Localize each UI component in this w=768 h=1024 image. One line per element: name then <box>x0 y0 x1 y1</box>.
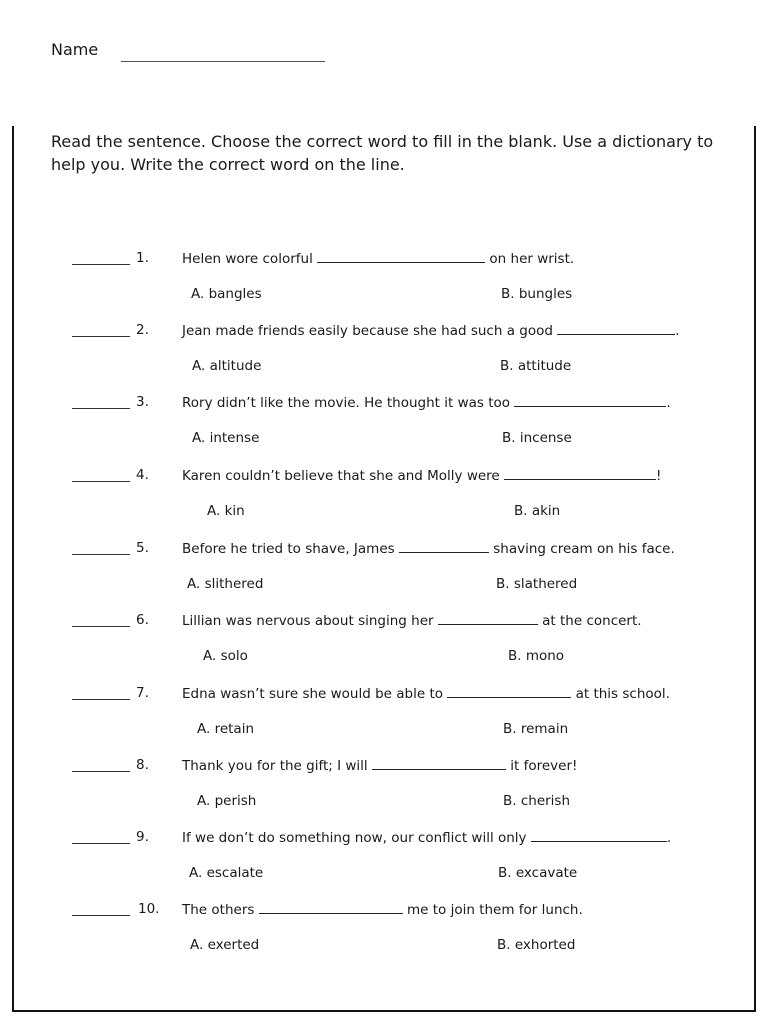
answer-line[interactable] <box>72 264 130 265</box>
question-4 <box>0 467 768 542</box>
answer-line[interactable] <box>72 554 130 555</box>
sentence-start: Before he tried to shave, James <box>182 541 399 557</box>
sentence-blank <box>557 322 675 335</box>
option-a: A. escalate <box>189 865 264 881</box>
answer-line[interactable] <box>72 626 130 627</box>
sentence-start: If we don’t do something now, our conflict will only <box>182 830 531 846</box>
option-a: A. bangles <box>191 286 262 302</box>
option-b: B. excavate <box>498 865 578 881</box>
option-a: A. solo <box>203 648 248 664</box>
instructions: Read the sentence. Choose the correct word to fill in the blank. Use a dictionary to help you. Write the correct word on the line. <box>51 132 714 174</box>
question-text <box>182 467 661 484</box>
sentence-start: Rory didn’t like the movie. He thought it was too <box>182 395 515 411</box>
question-text <box>182 757 577 774</box>
question-text <box>182 250 574 267</box>
sentence-start: Jean made friends easily because she had such a good <box>182 323 558 339</box>
sentence-blank <box>317 250 485 263</box>
answer-line[interactable] <box>72 481 130 482</box>
question-2 <box>0 322 768 397</box>
option-b: B. slathered <box>496 576 578 592</box>
sentence-end: on her wrist. <box>485 251 575 267</box>
question-text <box>182 829 671 846</box>
answer-line[interactable] <box>72 699 130 700</box>
question-number: 9. <box>136 829 149 845</box>
question-6 <box>0 612 768 687</box>
sentence-start: Thank you for the gift; I will <box>182 758 372 774</box>
sentence-blank <box>531 829 667 842</box>
option-b: B. exhorted <box>497 937 576 953</box>
sentence-end: . <box>666 395 671 411</box>
sentence-end: ! <box>656 468 662 484</box>
sentence-end: it forever! <box>505 758 578 774</box>
question-number: 8. <box>136 757 149 773</box>
answer-line[interactable] <box>72 771 130 772</box>
question-number: 2. <box>136 322 149 338</box>
option-a: A. kin <box>207 503 245 519</box>
option-b: B. bungles <box>501 286 573 302</box>
option-b: B. remain <box>503 721 569 737</box>
sentence-blank <box>438 612 538 625</box>
answer-line[interactable] <box>72 336 130 337</box>
question-9 <box>0 829 768 904</box>
sentence-blank <box>514 394 666 407</box>
sentence-blank <box>399 540 489 553</box>
option-a: A. intense <box>192 430 260 446</box>
option-a: A. altitude <box>192 358 262 374</box>
option-a: A. exerted <box>190 937 260 953</box>
question-text <box>182 612 642 629</box>
question-number: 7. <box>136 685 149 701</box>
question-text <box>182 901 583 918</box>
question-1 <box>0 250 768 325</box>
option-b: B. akin <box>514 503 561 519</box>
question-text <box>182 540 675 557</box>
sentence-end: at this school. <box>571 686 670 702</box>
sentence-blank <box>504 467 656 480</box>
question-text <box>182 322 680 339</box>
option-b: B. mono <box>508 648 565 664</box>
sentence-start: Helen wore colorful <box>182 251 318 267</box>
sentence-end: me to join them for lunch. <box>402 902 583 918</box>
sentence-start: Edna wasn’t sure she would be able to <box>182 686 448 702</box>
answer-line[interactable] <box>72 843 130 844</box>
sentence-start: The others <box>182 902 259 918</box>
sentence-blank <box>447 685 571 698</box>
option-b: B. incense <box>502 430 572 446</box>
question-7 <box>0 685 768 760</box>
sentence-blank <box>372 757 506 770</box>
option-a: A. retain <box>197 721 255 737</box>
sentence-end: at the concert. <box>537 613 642 629</box>
question-8 <box>0 757 768 832</box>
question-3 <box>0 394 768 469</box>
sentence-blank <box>259 901 403 914</box>
sentence-end: . <box>675 323 680 339</box>
sentence-end: shaving cream on his face. <box>488 541 675 557</box>
sentence-start: Lillian was nervous about singing her <box>182 613 438 629</box>
question-number: 5. <box>136 540 149 556</box>
answer-line[interactable] <box>72 408 130 409</box>
question-number: 10. <box>138 901 160 917</box>
answer-line[interactable] <box>72 915 130 916</box>
sentence-end: . <box>666 830 672 846</box>
question-text <box>182 394 671 411</box>
option-a: A. perish <box>197 793 257 809</box>
option-b: B. cherish <box>503 793 571 809</box>
question-text <box>182 685 670 702</box>
question-5 <box>0 540 768 615</box>
name-label: Name <box>51 40 99 59</box>
option-b: B. attitude <box>500 358 572 374</box>
option-a: A. slithered <box>187 576 264 592</box>
name-field-line[interactable] <box>121 61 325 62</box>
question-10 <box>0 901 768 976</box>
question-number: 4. <box>136 467 149 483</box>
question-number: 6. <box>136 612 149 628</box>
question-number: 3. <box>136 394 149 410</box>
question-number: 1. <box>136 250 149 266</box>
sentence-start: Karen couldn’t believe that she and Molly were <box>182 468 505 484</box>
